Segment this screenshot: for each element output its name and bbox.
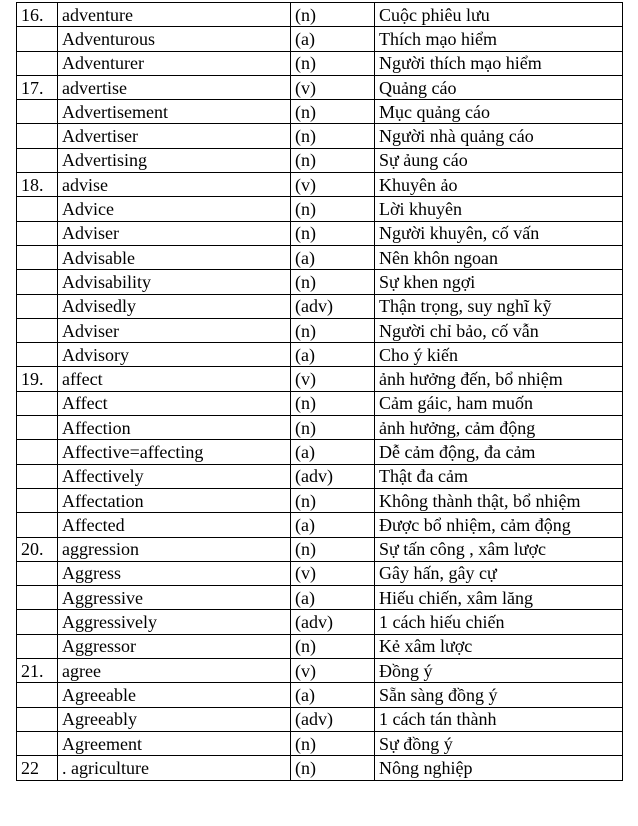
table-row xyxy=(17,464,623,488)
entry-word: aggression xyxy=(58,537,291,561)
table-row xyxy=(17,124,623,148)
entry-part-of-speech: (v) xyxy=(291,561,375,585)
entry-word: . agriculture xyxy=(58,756,291,780)
table-row xyxy=(17,513,623,537)
entry-word: Advisability xyxy=(58,270,291,294)
entry-part-of-speech: (adv) xyxy=(291,464,375,488)
table-row xyxy=(17,537,623,561)
entry-word: Advertiser xyxy=(58,124,291,148)
entry-number xyxy=(17,440,58,464)
table-row xyxy=(17,707,623,731)
table-row xyxy=(17,148,623,172)
entry-number: 17. xyxy=(17,75,58,99)
entry-word: Adventurer xyxy=(58,51,291,75)
entry-word: Advisory xyxy=(58,343,291,367)
entry-word: Aggressive xyxy=(58,586,291,610)
entry-meaning: Kẻ xâm lược xyxy=(375,634,623,658)
entry-word: Adviser xyxy=(58,318,291,342)
entry-meaning: Không thành thật, bổ nhiệm xyxy=(375,488,623,512)
table-row xyxy=(17,610,623,634)
entry-meaning: Thật đa cảm xyxy=(375,464,623,488)
entry-number xyxy=(17,586,58,610)
table-row xyxy=(17,197,623,221)
entry-part-of-speech: (a) xyxy=(291,683,375,707)
entry-part-of-speech: (a) xyxy=(291,27,375,51)
table-row xyxy=(17,731,623,755)
entry-meaning: Sự ảung cáo xyxy=(375,148,623,172)
entry-number xyxy=(17,634,58,658)
entry-part-of-speech: (n) xyxy=(291,3,375,27)
entry-number xyxy=(17,100,58,124)
entry-meaning: Người thích mạo hiểm xyxy=(375,51,623,75)
entry-number xyxy=(17,245,58,269)
entry-word: Adventurous xyxy=(58,27,291,51)
table-row xyxy=(17,270,623,294)
entry-word: Affective=affecting xyxy=(58,440,291,464)
entry-meaning: Mục quảng cáo xyxy=(375,100,623,124)
entry-number xyxy=(17,318,58,342)
entry-word: Advisable xyxy=(58,245,291,269)
entry-number xyxy=(17,221,58,245)
entry-word: Agreeable xyxy=(58,683,291,707)
table-row xyxy=(17,343,623,367)
entry-part-of-speech: (n) xyxy=(291,51,375,75)
entry-number: 20. xyxy=(17,537,58,561)
entry-meaning: Đồng ý xyxy=(375,659,623,683)
entry-meaning: ảnh hưởng, cảm động xyxy=(375,416,623,440)
entry-meaning: Sự tấn công , xâm lược xyxy=(375,537,623,561)
entry-word: Aggressor xyxy=(58,634,291,658)
entry-meaning: Hiếu chiến, xâm lăng xyxy=(375,586,623,610)
entry-meaning: Khuyên ảo xyxy=(375,173,623,197)
entry-number xyxy=(17,391,58,415)
table-row xyxy=(17,391,623,415)
entry-number: 21. xyxy=(17,659,58,683)
entry-part-of-speech: (n) xyxy=(291,416,375,440)
table-row xyxy=(17,51,623,75)
entry-meaning: Nông nghiệp xyxy=(375,756,623,780)
entry-part-of-speech: (n) xyxy=(291,100,375,124)
entry-part-of-speech: (v) xyxy=(291,659,375,683)
entry-word: adventure xyxy=(58,3,291,27)
entry-number: 18. xyxy=(17,173,58,197)
vocabulary-table-body xyxy=(17,3,623,781)
entry-meaning: ảnh hưởng đến, bổ nhiệm xyxy=(375,367,623,391)
entry-number xyxy=(17,464,58,488)
entry-number xyxy=(17,197,58,221)
entry-word: Advisedly xyxy=(58,294,291,318)
entry-meaning: Cảm gáic, ham muốn xyxy=(375,391,623,415)
entry-part-of-speech: (n) xyxy=(291,634,375,658)
entry-part-of-speech: (n) xyxy=(291,391,375,415)
entry-part-of-speech: (v) xyxy=(291,75,375,99)
entry-meaning: Sẵn sàng đồng ý xyxy=(375,683,623,707)
table-row xyxy=(17,3,623,27)
entry-number xyxy=(17,731,58,755)
entry-meaning: Được bổ nhiệm, cảm động xyxy=(375,513,623,537)
table-row xyxy=(17,367,623,391)
table-row xyxy=(17,245,623,269)
entry-number xyxy=(17,270,58,294)
entry-word: advertise xyxy=(58,75,291,99)
entry-word: Affectation xyxy=(58,488,291,512)
entry-word: Advice xyxy=(58,197,291,221)
entry-meaning: Dễ cảm động, đa cảm xyxy=(375,440,623,464)
entry-number xyxy=(17,561,58,585)
entry-part-of-speech: (a) xyxy=(291,440,375,464)
entry-part-of-speech: (n) xyxy=(291,197,375,221)
entry-part-of-speech: (n) xyxy=(291,537,375,561)
table-row xyxy=(17,173,623,197)
table-row xyxy=(17,318,623,342)
entry-word: Advertising xyxy=(58,148,291,172)
entry-number xyxy=(17,124,58,148)
table-row xyxy=(17,683,623,707)
entry-meaning: Thích mạo hiểm xyxy=(375,27,623,51)
entry-meaning: 1 cách hiếu chiến xyxy=(375,610,623,634)
entry-meaning: Người nhà quảng cáo xyxy=(375,124,623,148)
entry-number xyxy=(17,343,58,367)
entry-part-of-speech: (v) xyxy=(291,367,375,391)
table-row xyxy=(17,634,623,658)
table-row xyxy=(17,75,623,99)
entry-number: 22 xyxy=(17,756,58,780)
entry-number xyxy=(17,707,58,731)
table-row xyxy=(17,100,623,124)
table-row xyxy=(17,659,623,683)
table-row xyxy=(17,416,623,440)
table-row xyxy=(17,756,623,780)
entry-word: Advertisement xyxy=(58,100,291,124)
table-row xyxy=(17,586,623,610)
entry-number xyxy=(17,488,58,512)
entry-word: Adviser xyxy=(58,221,291,245)
entry-meaning: Thận trọng, suy nghĩ kỹ xyxy=(375,294,623,318)
entry-word: Affected xyxy=(58,513,291,537)
entry-part-of-speech: (v) xyxy=(291,173,375,197)
entry-part-of-speech: (n) xyxy=(291,148,375,172)
entry-part-of-speech: (a) xyxy=(291,586,375,610)
vocabulary-table xyxy=(16,2,623,781)
entry-part-of-speech: (n) xyxy=(291,318,375,342)
table-row xyxy=(17,294,623,318)
entry-meaning: Sự khen ngợi xyxy=(375,270,623,294)
entry-meaning: Cuộc phiêu lưu xyxy=(375,3,623,27)
entry-meaning: Người chỉ bảo, cố vẫn xyxy=(375,318,623,342)
entry-number xyxy=(17,51,58,75)
entry-meaning: Quảng cáo xyxy=(375,75,623,99)
entry-word: affect xyxy=(58,367,291,391)
entry-part-of-speech: (n) xyxy=(291,731,375,755)
entry-part-of-speech: (n) xyxy=(291,756,375,780)
entry-number xyxy=(17,148,58,172)
entry-meaning: 1 cách tán thành xyxy=(375,707,623,731)
entry-word: advise xyxy=(58,173,291,197)
entry-number xyxy=(17,294,58,318)
entry-number xyxy=(17,27,58,51)
entry-part-of-speech: (a) xyxy=(291,245,375,269)
entry-number: 19. xyxy=(17,367,58,391)
entry-word: Aggressively xyxy=(58,610,291,634)
entry-word: Agreement xyxy=(58,731,291,755)
table-row xyxy=(17,27,623,51)
entry-number xyxy=(17,610,58,634)
entry-part-of-speech: (adv) xyxy=(291,707,375,731)
entry-part-of-speech: (adv) xyxy=(291,294,375,318)
entry-part-of-speech: (a) xyxy=(291,343,375,367)
entry-meaning: Lời khuyên xyxy=(375,197,623,221)
entry-word: Affectively xyxy=(58,464,291,488)
table-row xyxy=(17,488,623,512)
entry-number: 16. xyxy=(17,3,58,27)
entry-word: Agreeably xyxy=(58,707,291,731)
entry-part-of-speech: (n) xyxy=(291,124,375,148)
entry-part-of-speech: (adv) xyxy=(291,610,375,634)
entry-part-of-speech: (a) xyxy=(291,513,375,537)
table-row xyxy=(17,221,623,245)
entry-part-of-speech: (n) xyxy=(291,488,375,512)
entry-meaning: Người khuyên, cố vấn xyxy=(375,221,623,245)
entry-number xyxy=(17,416,58,440)
entry-meaning: Nên khôn ngoan xyxy=(375,245,623,269)
entry-word: agree xyxy=(58,659,291,683)
entry-number xyxy=(17,513,58,537)
table-row xyxy=(17,440,623,464)
entry-word: Aggress xyxy=(58,561,291,585)
entry-word: Affection xyxy=(58,416,291,440)
table-row xyxy=(17,561,623,585)
entry-part-of-speech: (n) xyxy=(291,270,375,294)
entry-meaning: Cho ý kiến xyxy=(375,343,623,367)
entry-number xyxy=(17,683,58,707)
entry-word: Affect xyxy=(58,391,291,415)
entry-meaning: Gây hấn, gây cự xyxy=(375,561,623,585)
entry-meaning: Sự đồng ý xyxy=(375,731,623,755)
entry-part-of-speech: (n) xyxy=(291,221,375,245)
